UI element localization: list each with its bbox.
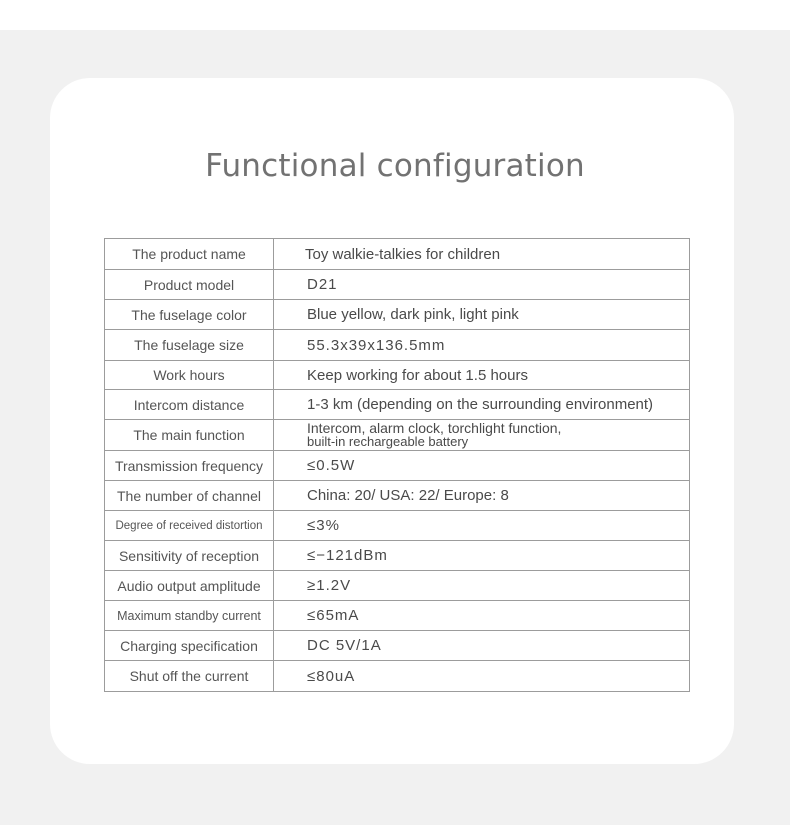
spec-label: Product model <box>105 270 274 300</box>
spec-row-product-name <box>105 239 690 270</box>
spec-row-sensitivity-of-reception <box>105 541 690 571</box>
spec-label: Transmission frequency <box>105 451 274 481</box>
spec-label: Intercom distance <box>105 390 274 420</box>
spec-row-main-function <box>105 420 690 451</box>
spec-label: The fuselage size <box>105 330 274 361</box>
spec-row-received-distortion <box>105 511 690 541</box>
page-title: Functional configuration <box>205 148 585 184</box>
spec-label: The number of channel <box>105 481 274 511</box>
spec-row-transmission-frequency <box>105 451 690 481</box>
spec-label: Audio output amplitude <box>105 571 274 601</box>
spec-value: ≥1.2V <box>274 571 690 601</box>
spec-label: The main function <box>105 420 274 451</box>
spec-row-product-model <box>105 270 690 300</box>
spec-value: Toy walkie-talkies for children <box>274 239 690 270</box>
spec-value: 55.3x39x136.5mm <box>274 330 690 361</box>
spec-value: DC 5V/1A <box>274 631 690 661</box>
spec-label: Shut off the current <box>105 661 274 692</box>
spec-value: ≤80uA <box>274 661 690 692</box>
spec-label: Sensitivity of reception <box>105 541 274 571</box>
spec-value <box>274 420 690 451</box>
spec-value-line2: built-in rechargeable battery <box>307 434 469 449</box>
spec-label: The product name <box>105 239 274 270</box>
spec-row-fuselage-size <box>105 330 690 361</box>
spec-value: ≤0.5W <box>274 451 690 481</box>
spec-row-charging-specification <box>105 631 690 661</box>
spec-row-fuselage-color <box>105 300 690 330</box>
spec-value: Keep working for about 1.5 hours <box>274 361 690 390</box>
spec-value: D21 <box>274 270 690 300</box>
spec-row-number-of-channel <box>105 481 690 511</box>
spec-value: Blue yellow, dark pink, light pink <box>274 300 690 330</box>
spec-row-shut-off-current <box>105 661 690 692</box>
spec-row-maximum-standby-current <box>105 601 690 631</box>
spec-label: Maximum standby current <box>105 601 274 631</box>
spec-label: Work hours <box>105 361 274 390</box>
spec-value-line1: Intercom, alarm clock, torchlight function, <box>307 420 562 436</box>
spec-value: China: 20/ USA: 22/ Europe: 8 <box>274 481 690 511</box>
spec-label: Degree of received distortion <box>105 511 274 541</box>
spec-row-intercom-distance <box>105 390 690 420</box>
spec-table <box>104 238 690 692</box>
spec-value: ≤3% <box>274 511 690 541</box>
spec-value: ≤−121dBm <box>274 541 690 571</box>
spec-value: ≤65mA <box>274 601 690 631</box>
spec-value: 1-3 km (depending on the surrounding environment) <box>274 390 690 420</box>
spec-label: The fuselage color <box>105 300 274 330</box>
spec-row-work-hours <box>105 361 690 390</box>
spec-label: Charging specification <box>105 631 274 661</box>
spec-row-audio-output-amplitude <box>105 571 690 601</box>
